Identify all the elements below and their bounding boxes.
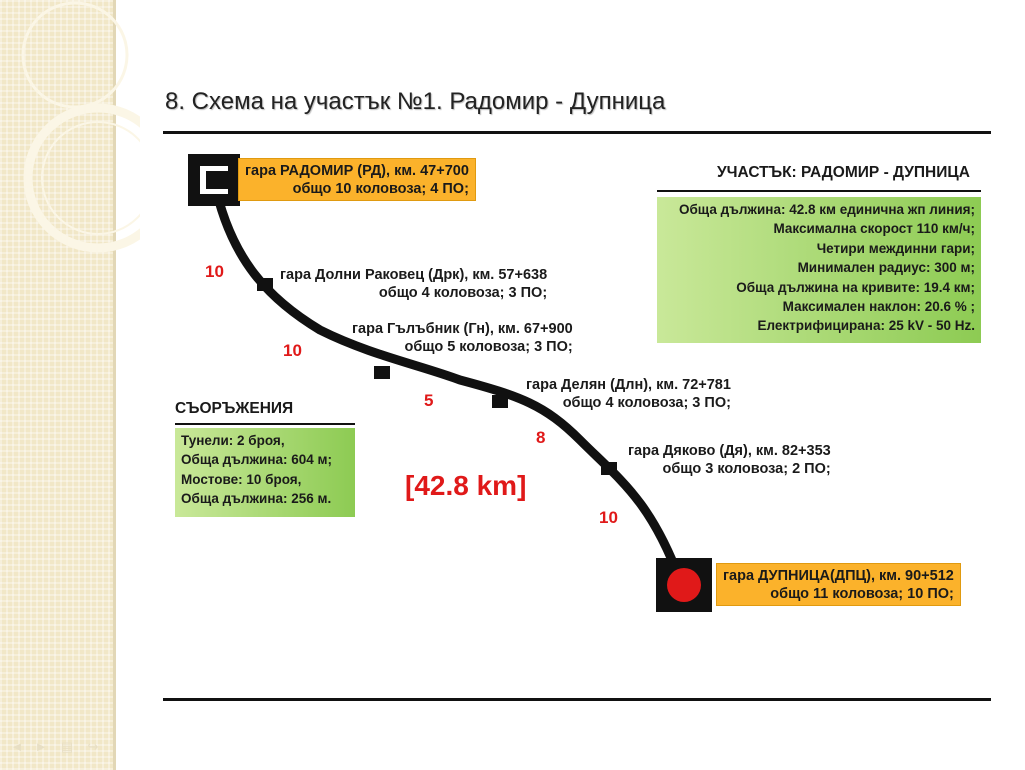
station-galabnik [352, 320, 573, 356]
section-info-line: Минимален радиус: 300 м; [797, 260, 975, 276]
facilities-underline [175, 423, 355, 425]
station-dolni-rakovec-tracks: общо 4 коловоза; 3 ПО; [378, 285, 548, 301]
station-dyakovo [628, 442, 831, 478]
facilities-box [175, 428, 355, 517]
previous-slide-button[interactable]: ◄ [10, 739, 24, 754]
bottom-divider [163, 698, 991, 701]
station-marker-dolni-rakovec [257, 278, 273, 291]
facilities-line: Мостове: 10 броя, [181, 471, 302, 487]
section-info-box [657, 197, 981, 343]
segment-length-5: 10 [599, 508, 618, 527]
railway-scheme [160, 140, 1000, 620]
section-info-line: Обща дължина на кривите: 19.4 км; [736, 279, 975, 295]
decorative-circles [0, 0, 140, 300]
station-radomir-tracks: общо 10 коловоза; 4 ПО; [292, 181, 469, 197]
facilities-line: Тунели: 2 броя, [181, 433, 285, 448]
section-info-line: Четири междинни гари; [816, 240, 975, 256]
section-info-title: УЧАСТЪК: РАДОМИР - ДУПНИЦА [717, 164, 970, 181]
station-delyan-tracks: общо 4 коловоза; 3 ПО; [562, 395, 731, 411]
station-marker-galabnik [374, 366, 390, 379]
station-delyan-name: гара Делян (Длн), км. 72+781 [526, 377, 731, 393]
facilities-title: СЪОРЪЖЕНИЯ [175, 400, 294, 417]
section-info-underline [657, 190, 981, 192]
section-info-line: Максимален наклон: 20.6 % ; [782, 299, 975, 315]
dupnitsa-terminal-icon [656, 558, 712, 612]
station-dolni-rakovec-name: гара Долни Раковец (Дрк), км. 57+638 [280, 267, 548, 283]
station-galabnik-name: гара Гълъбник (Гн), км. 67+900 [352, 321, 573, 337]
station-radomir [238, 158, 476, 201]
station-dupnitsa-tracks: общо 11 коловоза; 10 ПО; [770, 586, 954, 602]
section-info-line: Обща дължина: 42.8 км единична жп линия; [678, 202, 975, 217]
slide-menu-button[interactable]: ▤ [60, 739, 74, 754]
station-marker-dyakovo [601, 462, 617, 475]
slide-navigation [8, 740, 128, 756]
radomir-terminal-icon [188, 154, 240, 206]
next-slide-button[interactable]: ► [34, 739, 48, 754]
segment-length-2: 10 [283, 341, 302, 360]
top-divider [163, 131, 991, 134]
section-info-line: Максимална скорост 110 км/ч; [773, 221, 975, 237]
station-dyakovo-name: гара Дяково (Дя), км. 82+353 [628, 443, 831, 459]
station-dupnitsa-name: гара ДУПНИЦА(ДПЦ), км. 90+512 [723, 568, 954, 584]
segment-length-4: 8 [536, 428, 546, 447]
station-dupnitsa [716, 563, 961, 606]
station-delyan [526, 376, 731, 412]
segment-length-1: 10 [205, 262, 224, 281]
station-radomir-name: гара РАДОМИР (РД), км. 47+700 [245, 163, 469, 179]
end-show-button[interactable]: ↪ [87, 739, 99, 754]
section-info-line: Електрифицирана: 25 kV - 50 Hz. [757, 318, 975, 334]
facilities-line: Обща дължина: 604 м; [181, 452, 332, 468]
station-dolni-rakovec [280, 266, 547, 302]
station-galabnik-tracks: общо 5 коловоза; 3 ПО; [404, 339, 573, 355]
facilities-line: Обща дължина: 256 м. [181, 491, 332, 507]
total-length: [42.8 km] [405, 470, 527, 501]
station-marker-delyan [492, 395, 508, 408]
page-title: 8. Схема на участък №1. Радомир - Дупница [165, 88, 666, 115]
segment-length-3: 5 [424, 391, 434, 410]
station-dyakovo-tracks: общо 3 коловоза; 2 ПО; [662, 461, 831, 477]
